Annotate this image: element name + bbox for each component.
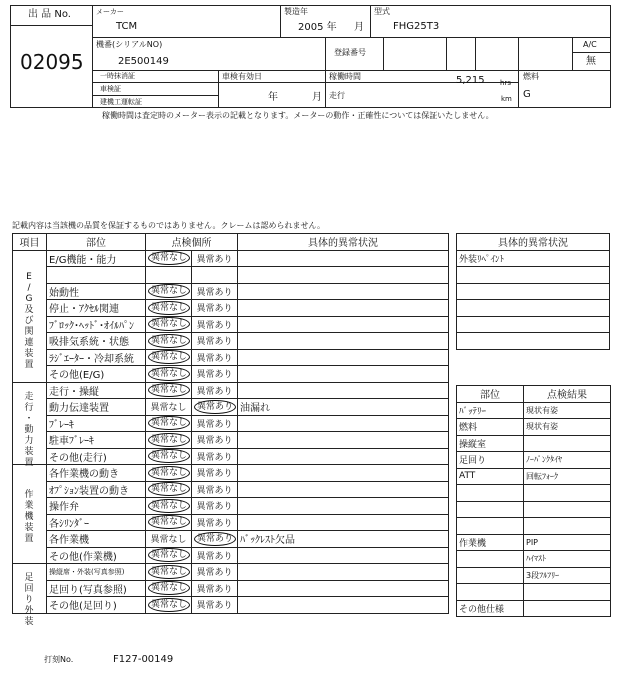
- status-abnormal: [192, 399, 238, 416]
- no-issue-label: 異常なし: [148, 449, 190, 463]
- row-detail: [238, 448, 449, 465]
- detail-cell: 外装ﾘﾍﾟｲﾝﾄ: [457, 250, 610, 267]
- table-row: [13, 283, 449, 300]
- no-issue-label: 異常なし: [148, 466, 190, 480]
- result-part: [457, 584, 524, 601]
- result-part: [457, 518, 524, 535]
- row-part: 停止・ｱｸｾﾙ関連: [47, 300, 146, 317]
- status-normal: [146, 564, 192, 581]
- col-check: 点検個所: [146, 234, 238, 251]
- year-label: 製造年: [284, 7, 308, 16]
- no-issue-label: 異常なし: [148, 581, 190, 595]
- result-value: [524, 518, 611, 535]
- registration-label: 登録番号: [334, 48, 366, 57]
- result-part: その他仕様: [457, 600, 524, 617]
- result-row: [457, 468, 611, 485]
- no-issue-label: 異常なし: [148, 284, 190, 298]
- row-part: ﾌﾞﾚｰｷ: [47, 415, 146, 432]
- detail-row: [457, 316, 610, 333]
- operation-cert-label: 建機工運転証: [100, 98, 142, 106]
- result-row: [457, 567, 611, 584]
- no-issue-label: 異常なし: [148, 350, 190, 364]
- issue-label: 異常あり: [196, 436, 233, 447]
- result-value: 現状有姿: [524, 419, 611, 436]
- row-detail: [238, 597, 449, 614]
- maker-value: TCM: [116, 21, 138, 32]
- row-part: 各作業機の動き: [47, 465, 146, 482]
- issue-label: 異常あり: [196, 601, 233, 612]
- status-abnormal: [192, 333, 238, 350]
- status-normal: [146, 399, 192, 416]
- row-part: [47, 267, 146, 284]
- table-row: [13, 465, 449, 482]
- row-part: その他(走行): [47, 448, 146, 465]
- no-issue-label: 異常なし: [148, 565, 190, 579]
- status-abnormal: [192, 432, 238, 449]
- row-detail: [238, 547, 449, 564]
- table-row: [13, 564, 449, 581]
- issue-label: 異常あり: [196, 568, 233, 579]
- inspection-month-unit: 月: [312, 92, 322, 103]
- result-value: 3段ﾌﾙﾌﾘｰ: [524, 567, 611, 584]
- row-part: その他(作業機): [47, 547, 146, 564]
- status-abnormal: [192, 283, 238, 300]
- inspection-year-unit: 年: [268, 92, 278, 103]
- row-part: 操縦席・外装(写真参照): [47, 564, 146, 581]
- table-row: [13, 250, 449, 267]
- result-row: [457, 485, 611, 502]
- status-normal: [146, 316, 192, 333]
- issue-label: 異常あり: [196, 370, 233, 381]
- result-part: 足回り: [457, 452, 524, 469]
- model-label: 型式: [374, 7, 390, 16]
- status-abnormal: [192, 250, 238, 267]
- table-row: [13, 448, 449, 465]
- row-detail: [238, 465, 449, 482]
- status-abnormal: [192, 481, 238, 498]
- no-issue-label: 異常なし: [148, 367, 190, 381]
- status-normal: [146, 267, 192, 284]
- no-issue-label: 異常なし: [148, 334, 190, 348]
- table-row: [13, 316, 449, 333]
- table-row: [13, 349, 449, 366]
- issue-label: 異常あり: [196, 551, 233, 562]
- table-row: [13, 597, 449, 614]
- stamp-number: F127-00149: [113, 654, 174, 665]
- result-row: [457, 584, 611, 601]
- issue-label: 異常あり: [196, 320, 233, 331]
- serial-label: 機番(シリアルNO): [96, 40, 163, 49]
- vehicle-cert-label: 車検証: [100, 85, 121, 93]
- row-part: 足回り(写真参照): [47, 580, 146, 597]
- stamp-label: 打刻No.: [44, 655, 74, 664]
- detail-cell: [457, 300, 610, 317]
- no-issue-label: 異常なし: [148, 301, 190, 315]
- table-row: [13, 498, 449, 515]
- row-detail: [238, 514, 449, 531]
- row-part: ｵﾌﾟｼｮﾝ装置の動き: [47, 481, 146, 498]
- lot-number: 02095: [20, 50, 84, 74]
- status-normal: [146, 580, 192, 597]
- result-value: [524, 584, 611, 601]
- status-abnormal: [192, 316, 238, 333]
- status-abnormal: [192, 300, 238, 317]
- result-row: [457, 402, 611, 419]
- quality-note: 記載内容は当該機の品質を保証するものではありません。クレームは認められません。: [12, 221, 325, 230]
- result-part: [457, 567, 524, 584]
- lot-label: 出 品 No.: [28, 9, 71, 20]
- year-value: 2005 年: [298, 22, 337, 33]
- fuel-value: G: [523, 89, 531, 100]
- result-part: 作業機: [457, 534, 524, 551]
- temp-cert-label: 一時抹消証: [100, 72, 135, 80]
- table-row: [13, 580, 449, 597]
- status-normal: [146, 415, 192, 432]
- issue-label: 異常あり: [196, 452, 233, 463]
- row-part: 吸排気系統・状態: [47, 333, 146, 350]
- table-row: [13, 432, 449, 449]
- status-abnormal: [192, 514, 238, 531]
- issue-label: 異常あり: [196, 254, 233, 265]
- table-row: [13, 382, 449, 399]
- row-detail: [238, 432, 449, 449]
- no-issue-label: 異常なし: [148, 499, 190, 513]
- row-detail: 油漏れ: [238, 399, 449, 416]
- result-row: [457, 419, 611, 436]
- status-abnormal: [192, 349, 238, 366]
- results-table: [456, 385, 611, 617]
- results-result-header: 点検結果: [524, 386, 611, 403]
- hours-label: 稼働時間: [329, 72, 361, 81]
- no-issue-label: 異常なし: [148, 598, 190, 612]
- result-row: [457, 435, 611, 452]
- issue-label: 異常あり: [196, 304, 233, 315]
- category-engine: E / G 及 び 関 連 装 置: [24, 272, 34, 370]
- table-row: [13, 333, 449, 350]
- row-part: 操作弁: [47, 498, 146, 515]
- status-abnormal: [192, 267, 238, 284]
- issue-label: 異常あり: [196, 287, 233, 298]
- detail-cell: [457, 316, 610, 333]
- status-normal: [146, 514, 192, 531]
- issue-label: 異常あり: [194, 532, 236, 546]
- result-part: 操縦室: [457, 435, 524, 452]
- status-abnormal: [192, 531, 238, 548]
- result-row: [457, 534, 611, 551]
- issue-label: 異常あり: [196, 386, 233, 397]
- detail-header: 具体的異常状況: [457, 234, 610, 251]
- result-value: PIP: [524, 534, 611, 551]
- table-row: [13, 547, 449, 564]
- result-value: ﾊｲﾏｽﾄ: [524, 551, 611, 568]
- result-part: ATT: [457, 468, 524, 485]
- status-normal: [146, 498, 192, 515]
- table-row: [13, 531, 449, 548]
- result-part: [457, 485, 524, 502]
- status-normal: [146, 382, 192, 399]
- status-normal: [146, 448, 192, 465]
- issue-label: 異常あり: [196, 518, 233, 529]
- result-row: [457, 452, 611, 469]
- status-abnormal: [192, 366, 238, 383]
- table-row: [13, 399, 449, 416]
- row-part: 動力伝達装置: [47, 399, 146, 416]
- result-row: [457, 551, 611, 568]
- status-normal: [146, 250, 192, 267]
- row-part: 駐車ﾌﾞﾚｰｷ: [47, 432, 146, 449]
- row-detail: [238, 300, 449, 317]
- status-normal: [146, 283, 192, 300]
- row-detail: [238, 580, 449, 597]
- row-detail: [238, 283, 449, 300]
- result-row: [457, 518, 611, 535]
- issue-label: 異常あり: [196, 584, 233, 595]
- result-row: [457, 501, 611, 518]
- ac-value: 無: [586, 56, 596, 67]
- result-part: 燃料: [457, 419, 524, 436]
- status-abnormal: [192, 415, 238, 432]
- col-item: 項目: [13, 234, 47, 251]
- row-part: 各作業機: [47, 531, 146, 548]
- status-normal: [146, 366, 192, 383]
- result-part: [457, 551, 524, 568]
- no-issue-label: 異常なし: [148, 383, 190, 397]
- issue-label: 異常あり: [196, 337, 233, 348]
- row-detail: [238, 481, 449, 498]
- detail-cell: [457, 283, 610, 300]
- no-issue-label: 異常なし: [150, 535, 187, 546]
- result-part: ﾊﾞｯﾃﾘｰ: [457, 402, 524, 419]
- serial-value: 2E500149: [118, 56, 169, 67]
- no-issue-label: 異常なし: [148, 433, 190, 447]
- fuel-label: 燃料: [523, 72, 539, 81]
- issue-label: 異常あり: [196, 419, 233, 430]
- status-abnormal: [192, 465, 238, 482]
- detail-row: [457, 250, 610, 267]
- no-issue-label: 異常なし: [148, 515, 190, 529]
- row-part: その他(E/G): [47, 366, 146, 383]
- distance-label: 走行: [329, 91, 345, 100]
- result-value: ﾉｰﾊﾟﾝｸﾀｲﾔ: [524, 452, 611, 469]
- inspection-table: [12, 233, 449, 614]
- year-month-unit: 月: [354, 22, 364, 33]
- row-part: ﾌﾞﾛｯｸ･ﾍｯﾄﾞ･ｵｲﾙﾊﾟﾝ: [47, 316, 146, 333]
- issue-label: 異常あり: [196, 485, 233, 496]
- detail-cell: [457, 333, 610, 350]
- status-normal: [146, 597, 192, 614]
- results-part-header: 部位: [457, 386, 524, 403]
- status-normal: [146, 349, 192, 366]
- status-normal: [146, 531, 192, 548]
- maker-label: メーカー: [96, 8, 124, 16]
- result-value: [524, 501, 611, 518]
- no-issue-label: 異常なし: [148, 548, 190, 562]
- result-value: [524, 435, 611, 452]
- ac-label: A/C: [583, 40, 597, 49]
- row-part: 走行・操縦: [47, 382, 146, 399]
- row-detail: [238, 333, 449, 350]
- no-issue-label: 異常なし: [148, 416, 190, 430]
- table-row: [13, 366, 449, 383]
- row-detail: [238, 366, 449, 383]
- issue-label: 異常あり: [196, 502, 233, 513]
- issue-label: 異常あり: [196, 469, 233, 480]
- result-part: [457, 501, 524, 518]
- detail-row: [457, 333, 610, 350]
- status-abnormal: [192, 580, 238, 597]
- row-detail: [238, 564, 449, 581]
- hours-value: 5,215: [456, 75, 485, 86]
- row-detail: [238, 316, 449, 333]
- status-abnormal: [192, 547, 238, 564]
- category-foot: 足 回 り 外 装: [24, 573, 34, 627]
- row-part: 各ｼﾘﾝﾀﾞｰ: [47, 514, 146, 531]
- issue-label: 異常あり: [196, 353, 233, 364]
- row-part: その他(足回り): [47, 597, 146, 614]
- status-abnormal: [192, 597, 238, 614]
- category-work: 作 業 機 装 置: [24, 490, 34, 544]
- row-detail: [238, 349, 449, 366]
- result-value: [524, 600, 611, 617]
- detail-cell: [457, 267, 610, 284]
- table-row: [13, 415, 449, 432]
- model-value: FHG25T3: [393, 21, 440, 32]
- detail-row: [457, 283, 610, 300]
- row-detail: [238, 498, 449, 515]
- no-issue-label: 異常なし: [148, 482, 190, 496]
- col-detail: 具体的異常状況: [238, 234, 449, 251]
- row-detail: ﾊﾞｯｸﾚｽﾄ欠品: [238, 531, 449, 548]
- status-normal: [146, 300, 192, 317]
- result-value: 回転ﾌｫｰｸ: [524, 468, 611, 485]
- table-row: [13, 481, 449, 498]
- detail-table: [456, 233, 610, 350]
- table-row: [13, 300, 449, 317]
- status-normal: [146, 432, 192, 449]
- status-abnormal: [192, 498, 238, 515]
- table-row: [13, 267, 449, 284]
- hours-unit: hrs: [500, 79, 511, 87]
- row-detail: [238, 267, 449, 284]
- result-value: 現状有姿: [524, 402, 611, 419]
- no-issue-label: 異常なし: [150, 403, 187, 414]
- status-normal: [146, 547, 192, 564]
- issue-label: 異常あり: [194, 400, 236, 414]
- row-part: 始動性: [47, 283, 146, 300]
- no-issue-label: 異常なし: [148, 251, 190, 265]
- inspection-label: 車検有効日: [222, 72, 262, 81]
- status-normal: [146, 481, 192, 498]
- status-abnormal: [192, 564, 238, 581]
- row-detail: [238, 382, 449, 399]
- distance-unit: km: [501, 95, 512, 103]
- status-normal: [146, 333, 192, 350]
- no-issue-label: 異常なし: [148, 317, 190, 331]
- table-row: [13, 514, 449, 531]
- status-normal: [146, 465, 192, 482]
- row-part: ﾗｼﾞｴｰﾀｰ・冷却系統: [47, 349, 146, 366]
- row-part: E/G機能・能力: [47, 250, 146, 267]
- detail-row: [457, 267, 610, 284]
- hours-note: 稼働時間は査定時のメーター表示の記載となります。メーターの動作・正確性については保証いたしません。: [102, 111, 494, 120]
- result-row: [457, 600, 611, 617]
- status-abnormal: [192, 382, 238, 399]
- result-value: [524, 485, 611, 502]
- row-detail: [238, 250, 449, 267]
- col-part: 部位: [47, 234, 146, 251]
- category-drive: 走 行 ・ 動 力 装 置: [24, 392, 34, 468]
- detail-row: [457, 300, 610, 317]
- status-abnormal: [192, 448, 238, 465]
- row-detail: [238, 415, 449, 432]
